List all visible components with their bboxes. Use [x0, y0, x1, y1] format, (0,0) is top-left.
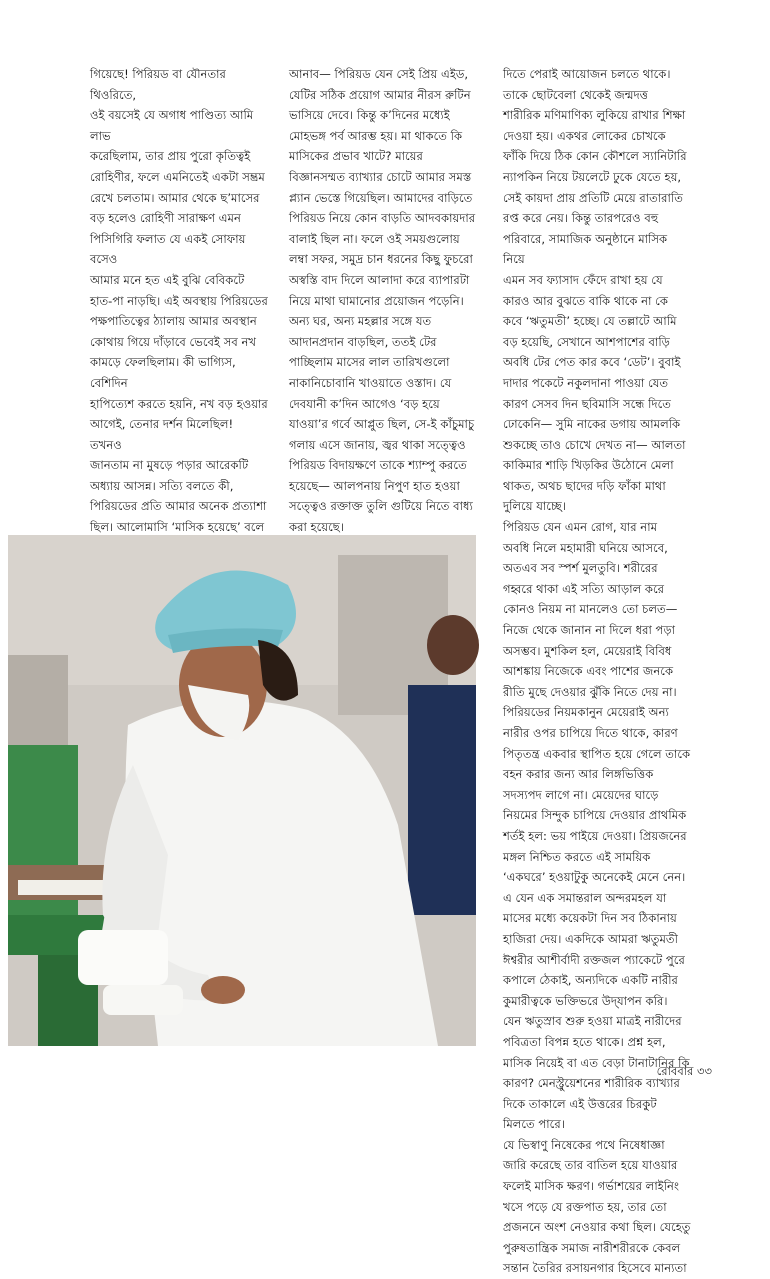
article-column-2 [289, 64, 478, 538]
article-column-1 [90, 64, 268, 538]
article-photo [8, 535, 476, 1046]
paragraph: গিয়েছে! পিরিয়ড বা যৌনতার থিওরিতে, ওই বয়সেই যে অগাধ পাণ্ডিত্য আমি লাভ করেছিলাম, তার প্রায় পুরো কৃতিত্বই রোহিণীর, ফলে এমনিতেই একটা সম্ভ্রম রেখে চলতাম। আমার থেকে ছ’মাসের বড় হলেও রোহিণী সারাক্ষণ এমন পিসিগিরি ফলাত যে একই সোফায় বসেও আমার মনে হত এই বুঝি বেবিকটে হাত-পা নাড়ছি। এই অবস্থায় পিরিয়ডের পক্ষপাতিত্বের ঠ্যালায় আমার অবস্থান কোথায় গিয়ে দাঁড়াবে ভেবেই সব নখ কামড়ে ফেলছিলাম। কী ভাগ্যিস, বেশিদিন হাপিত্যেশ করতে হয়নি, নখ বড় হওয়ার আগেই, তেনার দর্শন মিলেছিল! তখনও জানতাম না মুষড়ে পড়ার আরেকটি অধ্যায় আসন্ন। সত্যি বলতে কী, পিরিয়ডের প্রতি আমার অনেক প্রত্যাশা ছিল। আলোমাসি ‘মাসিক হয়েছে’ বলে [90, 67, 268, 535]
page-folio: রোববার ৩৩ [656, 1064, 712, 1078]
paragraph: পিরিয়ড যেন এমন রোগ, যার নাম অবধি নিলে মহামারী ঘনিয়ে আসবে, অতএব সব স্পর্শ মুলতুবি। শরীরের গহ্বরে থাকা এই সত্যি আড়াল করে কোনও নিয়ম না মানলেও তো চলত— নিজে থেকে জানান না দিলে ধরা পড়া অসম্ভব। মুশকিল হল, মেয়েরাই বিবিধ আশঙ্কায় নিজেকে এবং পাশের জনকে রীতি মুছে দেওয়ার ঝুঁকি নিতে দেয় না। পিরিয়ডের নিয়মকানুন মেয়েরাই অন্য নারীর ওপর চাপিয়ে দিতে থাকে, কারণ পিতৃতন্ত্র একবার স্থাপিত হয়ে গেলে তাকে বহন করার জন্য আর লিঙ্গভিত্তিক সদস্যপদ লাগে না। মেয়েদের ঘাড়ে নিয়মের সিন্দুক চাপিয়ে দেওয়ার প্রাথমিক শর্তই হল: ভয় পাইয়ে দেওয়া। প্রিয়জনের মঙ্গল নিশ্চিত করতে এই সাময়িক ‘একঘরে’ হওয়াটুকু অনেকেই মেনে নেন। এ যেন এক সমান্তরাল অন্দরমহল যা মাসের মধ্যে কয়েকটা দিন সব ঠিকানায় হাজিরা দেয়। একদিকে আমরা ঋতুমতী ঈশ্বরীর আশীর্বাদী রক্তজল প্যাকেটে পুরে কপালে ঠেকাই, অন্যদিকে একটি নারীর কুমারীত্বকে ভক্তিভরে উদ্‌যাপন করি। যেন ঋতুস্রাব শুরু হওয়া মাত্রই নারীদের পবিত্রতা বিপন্ন হতে থাকে। প্রশ্ন হল, মাসিক নিয়েই বা এত বেড়া টানাটানির কি কারণ? মেনস্ট্রুয়েশনের শারীরিক ব্যাখ্যার দিকে তাকালে এই উত্তরের চিরকুট মিলতে পারে। [503, 520, 691, 1132]
paragraph: যে ভিস্বাণু নিষেকের পথে নিষেধাজ্ঞা জারি করেছে তার বাতিল হয়ে যাওয়ার ফলেই মাসিক ক্ষরণ। গর্ভাশয়ের লাইনিং খসে পড়ে যে রক্তপাত হয়, তার তো প্রজননে অংশ নেওয়ার কথা ছিল। যেহেতু পুরুষতান্ত্রিক সমাজ নারীশরীরকে কেবল সন্তান তৈরির রসায়নগার হিসেবে মান্যতা [503, 1137, 691, 1276]
factory-worker-illustration [8, 535, 476, 1046]
paragraph: আনাব— পিরিয়ড যেন সেই প্রিয় এইড, যেটির সঠিক প্রয়োগ আমার নীরস রুটিন ভাসিয়ে দেবে। কিন্তু ক’দিনের মধ্যেই মোহভঙ্গ পর্ব আরম্ভ হয়। মা থাকতে কি মাসিকের প্রভাব খাটে? মায়ের বিজ্ঞানসম্মত ব্যাখ্যার চোটে আমার সমস্ত প্ল্যান ভেস্তে গিয়েছিল। আমাদের বাড়িতে পিরিয়ড নিয়ে কোন বাড়তি আদবকায়দার বালাই ছিল না। ফলে ওই সময়গুলোয় লম্বা সফর, সমুদ্র চান ধরনের কিছু ফুচরো অস্বস্তি বাদ দিলে আলাদা করে ব্যাপারটা নিয়ে মাথা ঘামানোর প্রয়োজন পড়েনি। অন্য ঘর, অন্য মহল্লার সঙ্গে যত আদানপ্রদান বাড়ছিল, ততই টের পাচ্ছিলাম মাসের লাল তারিখগুলো নাকানিচোবানি খাওয়াতে ওস্তাদ। যে দেবযানী ক’দিন আগেও ‘বড় হয়ে যাওয়া’র গর্বে আপ্লুত ছিল, সে-ই কাঁচুমাচু গলায় এসে জানায়, জ্বর থাকা সত্ত্বেও পিরিয়ড বিদায়ক্ষণে তাকে শ্যাম্পু করতে হয়েছে— আলপনায় নিপুণ হাত হওয়া সত্ত্বেও রক্তাক্ত তুলি গুটিয়ে নিতে বাধ্য করা হয়েছে। [289, 67, 476, 535]
paragraph: দিতে পেরাই আয়োজন চলতে থাকে। তাকে ছোটবেলা থেকেই জন্মদত্ত শারীরিক মণিমাণিক্য লুকিয়ে রাখার শিক্ষা দেওয়া হয়। একথর লোকের চোখকে ফাঁকি দিয়ে ঠিক কোন কৌশলে স্যানিটারি ন্যাপকিন নিয়ে টয়লেটে ঢুকে যেতে হয়, সেই কায়দা প্রায় প্রতিটি মেয়ে রাতারাতি রপ্ত করে নেয়। কিন্তু তারপরেও বহু পরিবারে, সামাজিক অনুষ্ঠানে মাসিক নিয়ে এমন সব ফ্যাসাদ ফেঁদে রাখা হয় যে কারও আর বুঝতে বাকি থাকে না কে কবে ‘ঋতুমতী’ হচ্ছে। যে তল্লাটে আমি বড় হয়েছি, সেখানে আশপাশের বাড়ি অবধি টের পেত কার কবে ‘ডেট’। বুবাই দাদার পকেটে নকুলদানা পাওয়া যেত কারণ সেসব দিন ছবিমাসি সন্ধে দিতে ঢোকেনি— সুমি নাকের ডগায় আমলকি শুকচ্ছে তাও চোখে দেখত না— আলতা কাকিমার শাড়ি খিড়কির উঠোনে মেলা থাকত, অথচ ছাদের দড়ি ফাঁকা মাথা দুলিয়ে যাচ্ছে। [503, 67, 687, 514]
